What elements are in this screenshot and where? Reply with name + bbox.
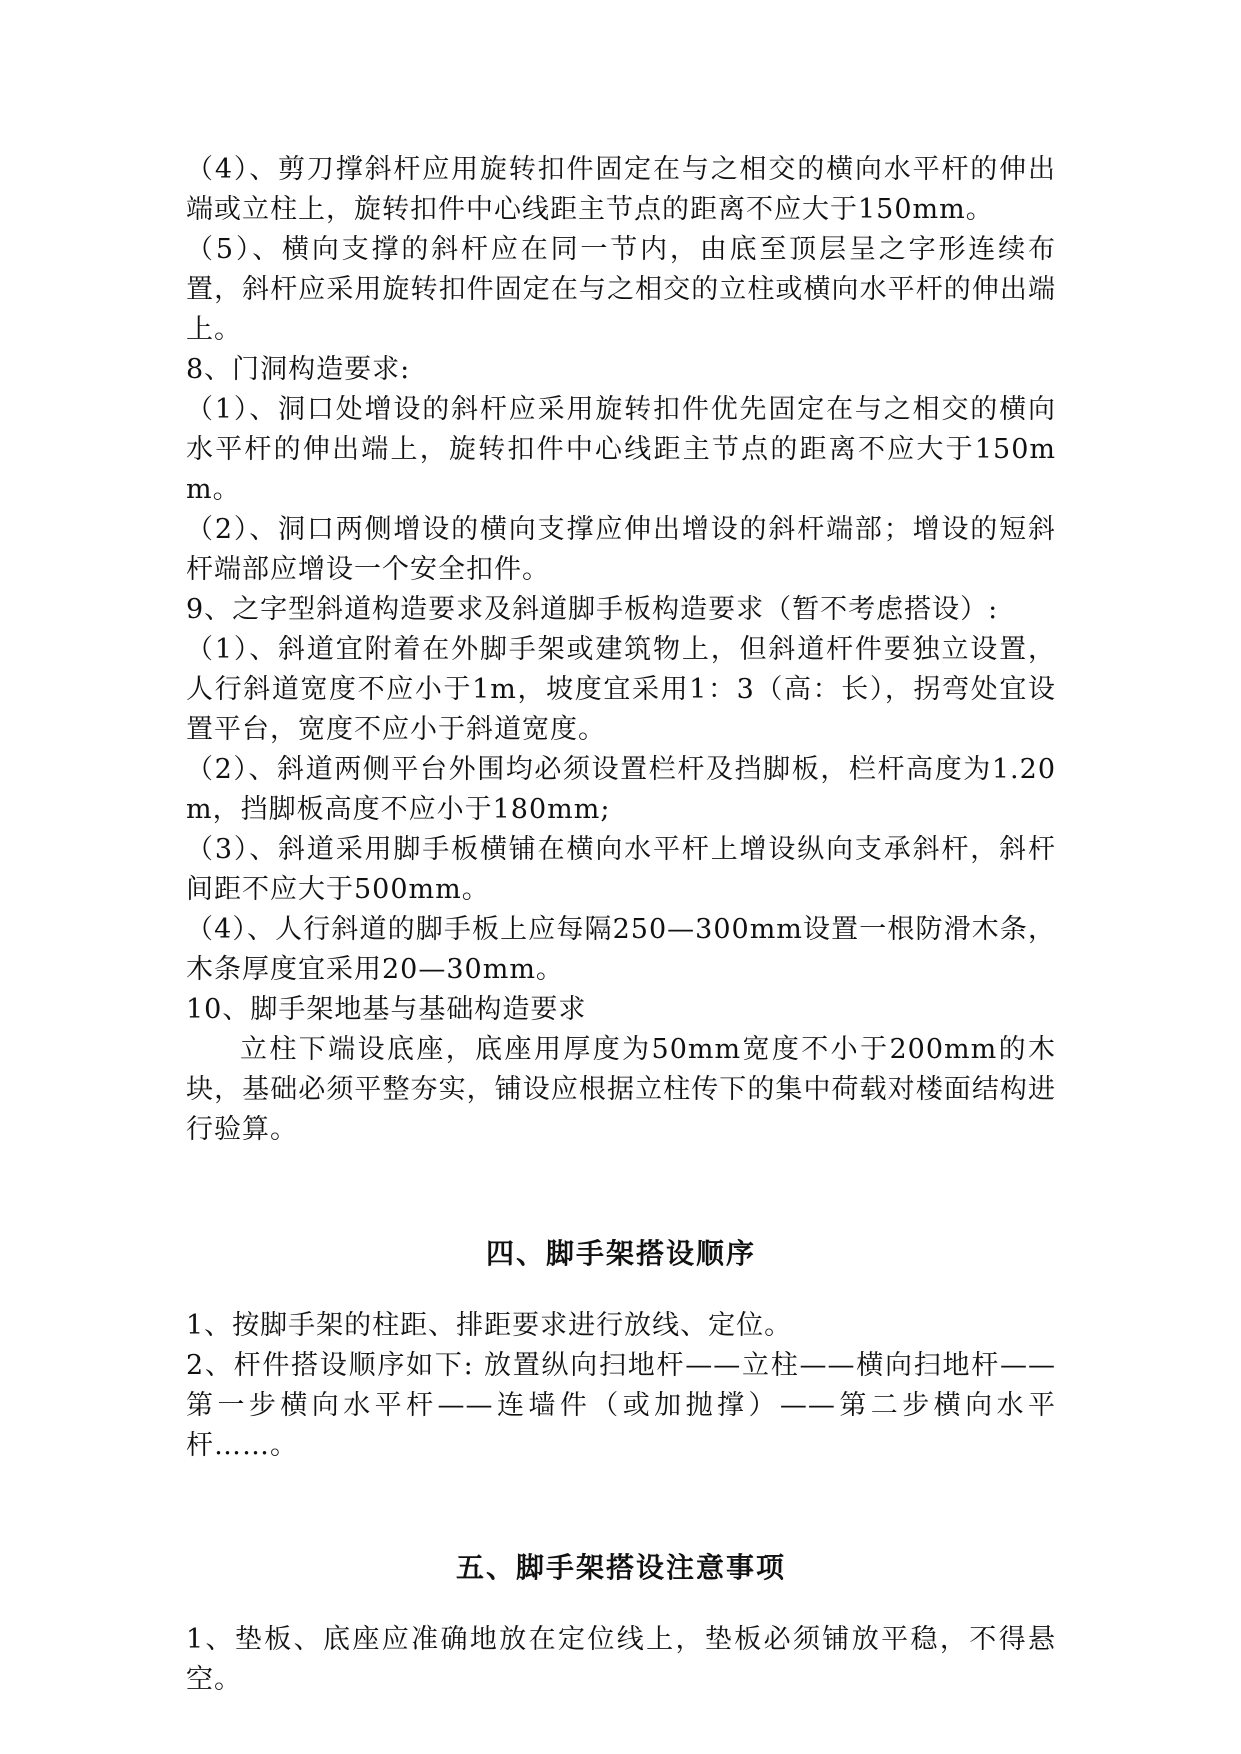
paragraph-sequence-1: 1、按脚手架的柱距、排距要求进行放线、定位。 — [186, 1310, 793, 1341]
paragraph-sequence-2: 2、杆件搭设顺序如下: 放置纵向扫地杆——立柱——横向扫地杆——第一步横向水平杆——连墙件（或加抛撑）——第二步横向水平杆……。 — [186, 1350, 1056, 1461]
section-title-precautions: 五、脚手架搭设注意事项 — [455, 1551, 786, 1584]
paragraph-precaution-1: 1、垫板、底座应准确地放在定位线上，垫板必须铺放平稳，不得悬空。 — [186, 1624, 1056, 1695]
section-title-erection-sequence: 四、脚手架搭设顺序 — [485, 1237, 756, 1270]
paragraph-foundation: 立柱下端设底座，底座用厚度为50mm宽度不小于200mm的木块，基础必须平整夯实，铺设应根据立柱传下的集中荷载对楼面结构进行验算。 — [186, 1034, 1056, 1145]
item-heading-ramp: 9、之字型斜道构造要求及斜道脚手板构造要求（暂不考虑搭设）: — [186, 594, 999, 625]
item-heading-doorway: 8、门洞构造要求: — [186, 354, 411, 385]
document-page — [186, 150, 1056, 1700]
paragraph-ramp-4: （4）、人行斜道的脚手板上应每隔250—300mm设置一根防滑木条，木条厚度宜采用20—30mm。 — [186, 914, 1056, 985]
paragraph-ramp-3: （3）、斜道采用脚手板横铺在横向水平杆上增设纵向支承斜杆，斜杆间距不应大于500mm。 — [186, 834, 1056, 905]
paragraph-doorway-1: （1）、洞口处增设的斜杆应采用旋转扣件优先固定在与之相交的横向水平杆的伸出端上，旋转扣件中心线距主节点的距离不应大于150mm。 — [186, 394, 1056, 505]
item-heading-foundation: 10、脚手架地基与基础构造要求 — [186, 994, 587, 1025]
paragraph-scissor-brace: （4）、剪刀撑斜杆应用旋转扣件固定在与之相交的横向水平杆的伸出端或立柱上，旋转扣件中心线距主节点的距离不应大于150mm。 — [186, 154, 1056, 225]
paragraph-doorway-2: （2）、洞口两侧增设的横向支撑应伸出增设的斜杆端部；增设的短斜杆端部应增设一个安全扣件。 — [186, 514, 1056, 585]
paragraph-ramp-2: （2）、斜道两侧平台外围均必须设置栏杆及挡脚板，栏杆高度为1.20m，挡脚板高度不应小于180mm; — [186, 754, 1056, 825]
paragraph-transverse-brace: （5）、横向支撑的斜杆应在同一节内，由底至顶层呈之字形连续布置，斜杆应采用旋转扣件固定在与之相交的立柱或横向水平杆的伸出端上。 — [186, 234, 1056, 345]
paragraph-ramp-1: （1）、斜道宜附着在外脚手架或建筑物上，但斜道杆件要独立设置，人行斜道宽度不应小于1m，坡度宜采用1：3（高：长），拐弯处宜设置平台，宽度不应小于斜道宽度。 — [186, 634, 1056, 745]
